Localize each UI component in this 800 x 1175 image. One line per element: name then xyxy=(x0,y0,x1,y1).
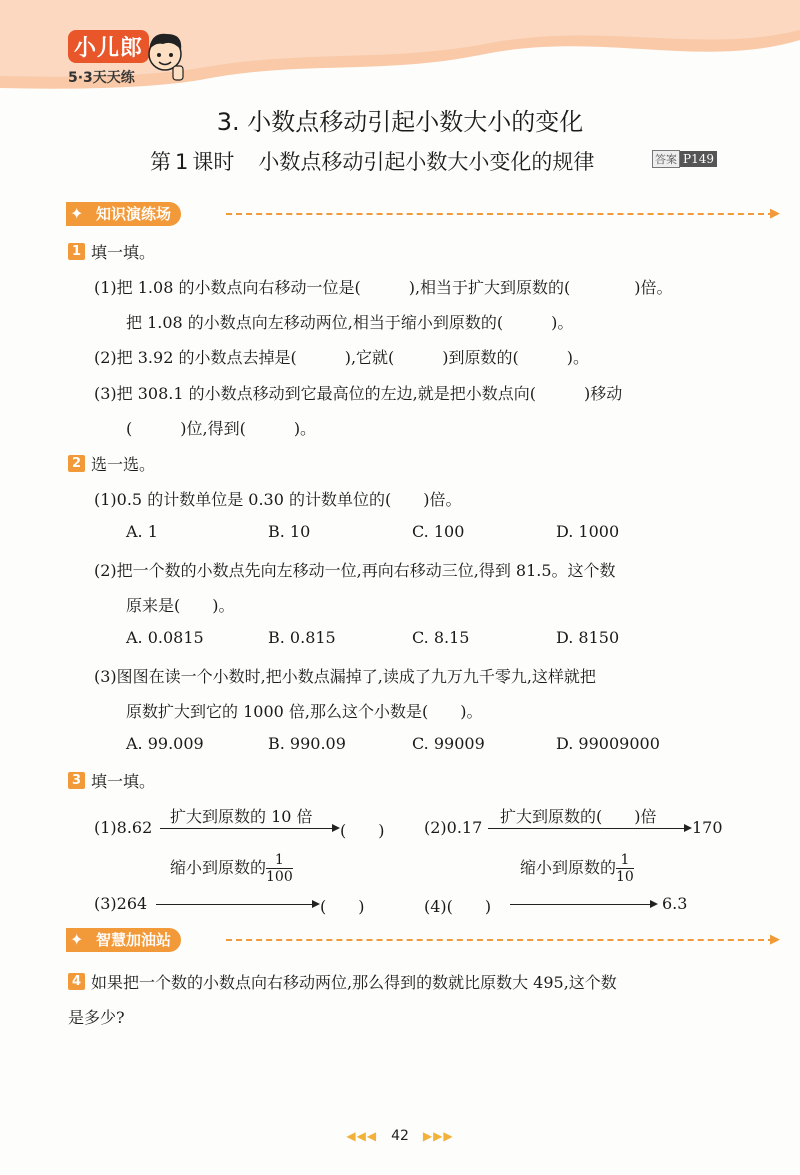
flow-3-start: (3)264 xyxy=(94,894,148,913)
fraction-numerator: 1 xyxy=(266,852,293,869)
question-number-badge: 3 xyxy=(68,772,85,789)
q1-line-1: (1)把 1.08 的小数点向右移动一位是( ),相当于扩大到原数的( )倍。 xyxy=(94,278,673,297)
question-number-badge: 2 xyxy=(68,455,85,472)
lesson-title xyxy=(150,146,594,176)
option-d[interactable]: D. 99009000 xyxy=(556,734,660,753)
flow-2-end: 170 xyxy=(692,818,723,837)
flow-2-label: 扩大到原数的( )倍 xyxy=(500,807,657,826)
question-title: 选一选。 xyxy=(91,455,156,474)
mascot-boy-icon xyxy=(143,28,187,82)
question-4-line-2: 是多少? xyxy=(68,1008,125,1027)
q2-part-3-line-2: 原数扩大到它的 1000 倍,那么这个小数是( )。 xyxy=(126,702,483,721)
q1-line-3: (2)把 3.92 的小数点去掉是( ),它就( )到原数的( )。 xyxy=(94,348,590,367)
option-b[interactable]: B. 0.815 xyxy=(268,628,336,647)
option-a[interactable]: A. 0.0815 xyxy=(126,628,204,647)
option-a[interactable]: A. 99.009 xyxy=(126,734,204,753)
flow-3-label xyxy=(170,852,293,885)
brand-logo xyxy=(68,30,149,87)
fraction xyxy=(266,852,293,885)
flow-1-start: (1)8.62 xyxy=(94,818,153,837)
option-b[interactable]: B. 990.09 xyxy=(268,734,346,753)
flow-1-label: 扩大到原数的 10 倍 xyxy=(170,807,313,826)
logo-sub-text: 5·3天天练 xyxy=(68,70,135,86)
chevron-right-icon: ▶ xyxy=(770,932,780,947)
flow-1-end: ( ) xyxy=(340,821,385,840)
section-header-practice xyxy=(66,202,780,226)
option-d[interactable]: D. 8150 xyxy=(556,628,620,647)
flow-4-label-text: 缩小到原数的 xyxy=(520,858,617,877)
flow-4-arrow xyxy=(510,904,656,905)
question-4-line-1 xyxy=(68,970,617,993)
fraction-denominator: 100 xyxy=(266,869,293,885)
star-icon: ✦ xyxy=(70,930,84,949)
q1-line-4: (3)把 308.1 的小数点移动到它最高位的左边,就是把小数点向( )移动 xyxy=(94,384,623,403)
question-1-heading xyxy=(68,240,155,263)
page-number: 42 xyxy=(391,1128,409,1144)
question-number-badge: 1 xyxy=(68,243,85,260)
section-header-challenge xyxy=(66,928,780,952)
flow-4-start: (4)( ) xyxy=(424,897,492,916)
option-c[interactable]: C. 99009 xyxy=(412,734,485,753)
chevron-right-icon: ▶ xyxy=(770,206,780,221)
dashed-divider xyxy=(226,939,774,941)
question-title: 填一填。 xyxy=(91,243,156,262)
q1-line-2: 把 1.08 的小数点向左移动两位,相当于缩小到原数的( )。 xyxy=(126,313,574,332)
logo-main-text: 小儿郎 xyxy=(68,30,149,63)
fraction-denominator: 10 xyxy=(616,869,634,885)
flow-4-label xyxy=(520,852,634,885)
q2-part-1: (1)0.5 的计数单位是 0.30 的计数单位的( )倍。 xyxy=(94,490,462,509)
answer-label: 答案 xyxy=(652,150,680,168)
option-c[interactable]: C. 8.15 xyxy=(412,628,470,647)
fraction-numerator: 1 xyxy=(616,852,634,869)
flow-3-end: ( ) xyxy=(320,897,365,916)
option-b[interactable]: B. 10 xyxy=(268,522,311,541)
lesson-number: 1 xyxy=(175,150,189,174)
question-4-text: 如果把一个数的小数点向右移动两位,那么得到的数就比原数大 495,这个数 xyxy=(91,973,617,992)
flow-2-arrow xyxy=(488,828,690,829)
dashed-divider xyxy=(226,213,774,215)
flow-2-start: (2)0.17 xyxy=(424,818,483,837)
flow-1-arrow xyxy=(160,828,338,829)
section-title: 知识演练场 xyxy=(96,205,172,223)
answer-page: P149 xyxy=(680,151,717,167)
prev-arrows-icon: ◀◀◀ xyxy=(346,1129,378,1143)
question-title: 填一填。 xyxy=(91,772,156,791)
question-2-heading xyxy=(68,452,155,475)
q1-line-5: ( )位,得到( )。 xyxy=(126,419,317,438)
answer-reference[interactable] xyxy=(652,150,717,168)
lesson-prefix: 第 xyxy=(150,150,171,174)
star-icon: ✦ xyxy=(70,204,84,223)
flow-4-end: 6.3 xyxy=(662,894,688,913)
chapter-title: 3. 小数点移动引起小数大小的变化 xyxy=(216,108,584,136)
lesson-suffix: 课时 xyxy=(192,150,235,174)
question-3-heading xyxy=(68,769,155,792)
next-arrows-icon: ▶▶▶ xyxy=(422,1129,454,1143)
flow-3-arrow xyxy=(156,904,318,905)
fraction xyxy=(616,852,634,885)
page-footer xyxy=(0,1128,800,1144)
q2-part-3-line-1: (3)图图在读一个小数时,把小数点漏掉了,读成了九万九千零九,这样就把 xyxy=(94,667,596,686)
option-c[interactable]: C. 100 xyxy=(412,522,465,541)
lesson-name: 小数点移动引起小数大小变化的规律 xyxy=(258,150,595,174)
option-d[interactable]: D. 1000 xyxy=(556,522,620,541)
question-number-badge: 4 xyxy=(68,973,85,990)
option-a[interactable]: A. 1 xyxy=(126,522,158,541)
flow-3-label-text: 缩小到原数的 xyxy=(170,858,267,877)
section-title: 智慧加油站 xyxy=(96,931,172,949)
q2-part-2-line-1: (2)把一个数的小数点先向左移动一位,再向右移动三位,得到 81.5。这个数 xyxy=(94,561,616,580)
q2-part-2-line-2: 原来是( )。 xyxy=(126,596,235,615)
